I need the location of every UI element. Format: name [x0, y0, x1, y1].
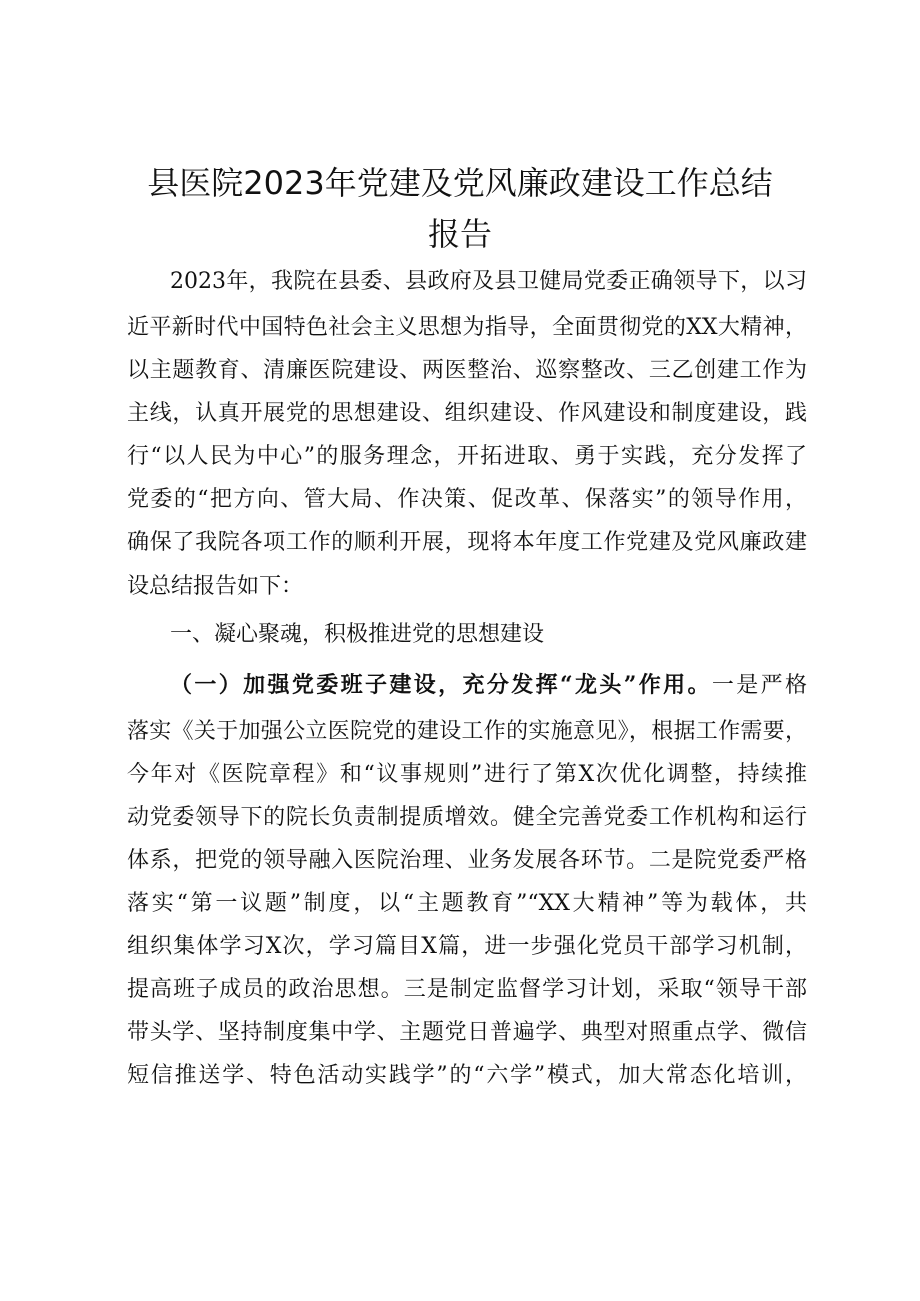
subsection-paragraph-line: 提高班子成员的政治思想。三是制定监督学习计划，采取“领导干部	[127, 977, 807, 1002]
intro-paragraph-line: 2023年，我院在县委、县政府及县卫健局党委正确领导下，以习	[170, 269, 807, 294]
document-title-line-2: 报告	[427, 215, 492, 253]
document-title-line-1: 县医院2023年党建及党风廉政建设工作总结	[147, 164, 773, 202]
subsection-paragraph-line: 今年对《医院章程》和“议事规则”进行了第X次优化调整，持续推	[127, 762, 807, 787]
subsection-first-line	[170, 670, 807, 701]
subsection-paragraph-line: 动党委领导下的院长负责制提质增效。健全完善党委工作机构和运行	[127, 805, 807, 830]
section-heading: 一、凝心聚魂，积极推进党的思想建设	[170, 622, 545, 647]
subsection-paragraph-line: 体系，把党的领导融入医院治理、业务发展各环节。二是院党委严格	[127, 848, 807, 873]
intro-paragraph-line: 确保了我院各项工作的顺利开展，现将本年度工作党建及党风廉政建	[127, 530, 807, 555]
subsection-paragraph-line: 落实《关于加强公立医院党的建设工作的实施意见》，根据工作需要，	[127, 719, 807, 744]
intro-paragraph-line: 以主题教育、清廉医院建设、两医整治、巡察整改、三乙创建工作为	[127, 358, 807, 383]
intro-paragraph-line: 主线，认真开展党的思想建设、组织建设、作风建设和制度建设，践	[127, 401, 807, 426]
intro-paragraph-line: 设总结报告如下：	[127, 574, 304, 599]
subsection-paragraph-line: 落实“第一议题”制度，以“主题教育”“XX大精神”等为载体，共	[127, 891, 807, 916]
intro-paragraph-line: 党委的“把方向、管大局、作决策、促改革、保落实”的领导作用，	[127, 487, 807, 512]
subsection-paragraph-line: 带头学、坚持制度集中学、主题党日普遍学、典型对照重点学、微信	[127, 1020, 807, 1045]
subsection-paragraph-line: 组织集体学习X次，学习篇目X篇，进一步强化党员干部学习机制，	[127, 934, 807, 959]
subsection-first-rest: 一是严格	[711, 673, 807, 698]
intro-paragraph-line: 行“以人民为中心”的服务理念，开拓进取、勇于实践，充分发挥了	[127, 444, 807, 469]
subsection-paragraph-line: 短信推送学、特色活动实践学”的“六学”模式，加大常态化培训，	[127, 1063, 807, 1088]
intro-paragraph-line: 近平新时代中国特色社会主义思想为指导，全面贯彻党的XX大精神，	[127, 315, 807, 340]
subsection-lead: （一）加强党委班子建设，充分发挥“龙头”作用。	[170, 672, 712, 698]
